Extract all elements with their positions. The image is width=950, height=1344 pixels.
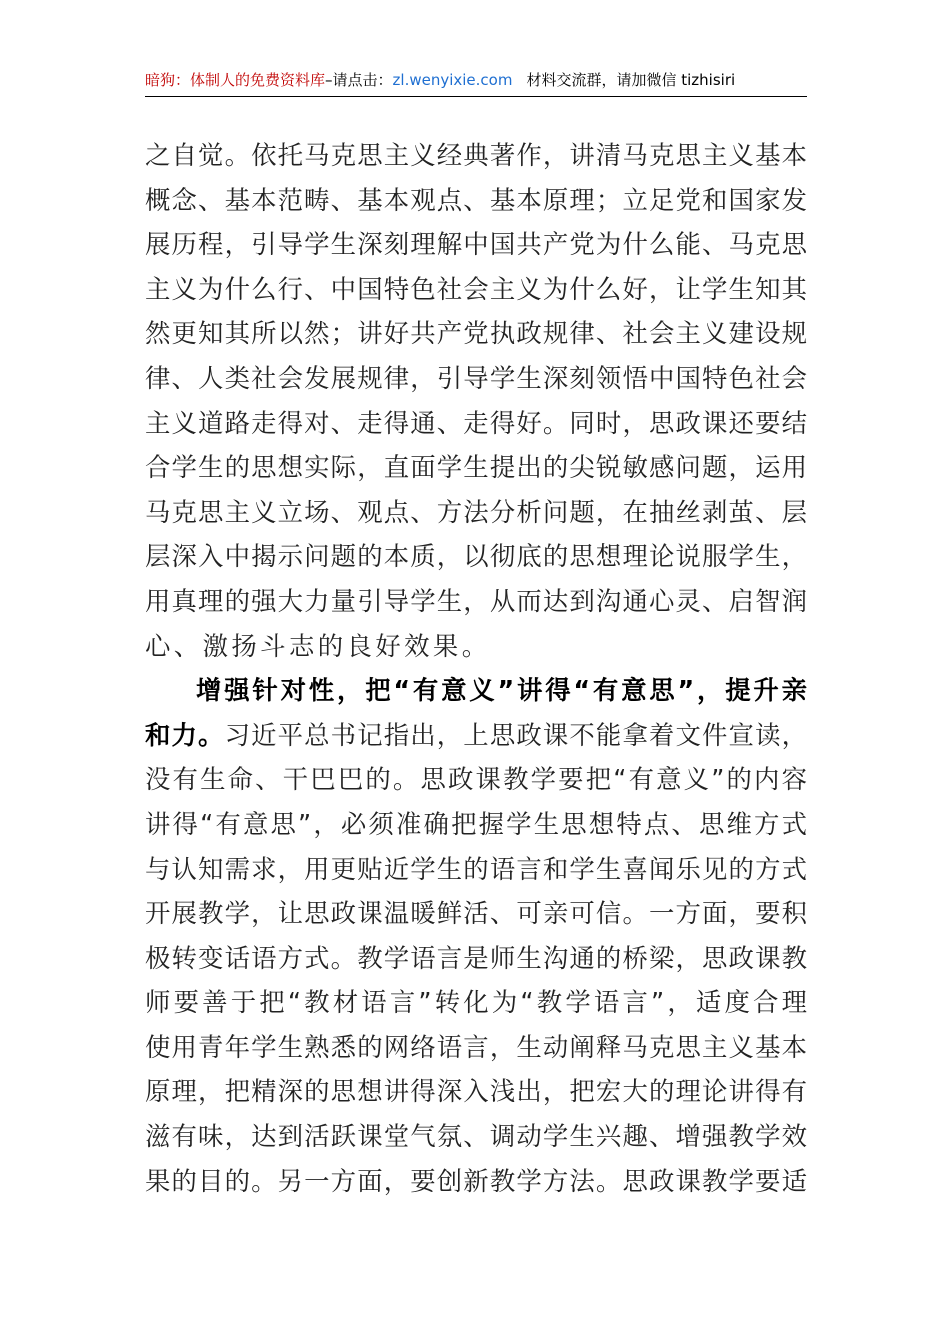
- text-line: 之自觉。依托马克思主义经典著作，讲清马克思主义基本: [145, 140, 807, 170]
- text-line: 合学生的思想实际，直面学生提出的尖锐敏感问题，运用: [145, 452, 807, 483]
- text-line: 马克思主义立场、观点、方法分析问题，在抽丝剥茧、层: [145, 496, 807, 527]
- text-line: 层深入中揭示问题的本质，以彻底的思想理论说服学生，: [145, 541, 807, 572]
- text-line: 滋有味，达到活跃课堂气氛、调动学生兴趣、增强教学效: [145, 1121, 807, 1152]
- text-line: 与认知需求，用更贴近学生的语言和学生喜闻乐见的方式: [145, 853, 807, 884]
- text-line: 开展教学，让思政课温暖鲜活、可亲可信。一方面，要积: [145, 898, 807, 929]
- text-line: 原理，把精深的思想讲得深入浅出，把宏大的理论讲得有: [145, 1076, 807, 1107]
- text-line: 讲得“有意思”，必须准确把握学生思想特点、思维方式: [145, 808, 807, 839]
- heading-continuation-line: [145, 713, 807, 758]
- text-line: 没有生命、干巴巴的。思政课教学要把“有意义”的内容: [145, 764, 807, 795]
- document-body: [145, 133, 807, 1203]
- text-line: 果的目的。另一方面，要创新教学方法。思政课教学要适: [145, 1165, 807, 1196]
- text-line: 然更知其所以然；讲好共产党执政规律、社会主义建设规: [145, 318, 807, 349]
- header-brand: 暗狗：体制人的免费资料库: [145, 71, 326, 89]
- text-line: 心、激扬斗志的良好效果。: [145, 630, 491, 661]
- header-url-link[interactable]: zl.wenyixie.com: [392, 71, 513, 89]
- text-line: 用真理的强大力量引导学生，从而达到沟通心灵、启智润: [145, 585, 807, 616]
- text-line: 概念、基本范畴、基本观点、基本原理；立足党和国家发: [145, 184, 807, 215]
- text-line: 主义为什么行、中国特色社会主义为什么好，让学生知其: [145, 273, 807, 304]
- text-line: 极转变话语方式。教学语言是师生沟通的桥梁，思政课教: [145, 942, 807, 973]
- page-header: [145, 64, 807, 97]
- text-line: 使用青年学生熟悉的网络语言，生动阐释马克思主义基本: [145, 1031, 807, 1062]
- text-line: 师要善于把“教材语言”转化为“教学语言”，适度合理: [145, 987, 807, 1018]
- text-line: 律、人类社会发展规律，引导学生深刻领悟中国特色社会: [145, 362, 807, 393]
- text-segment: 习近平总书记指出，上思政课不能拿着文件宣读，: [224, 719, 807, 750]
- section-heading: 增强针对性，把“有意义”讲得“有意思”，提升亲: [196, 675, 807, 706]
- section-heading-end: 和力。: [145, 719, 225, 750]
- header-prompt: –请点击：: [325, 71, 393, 89]
- header-contact: 材料交流群，请加微信 tizhisiri: [526, 71, 736, 89]
- text-line: 主义道路走得对、走得通、走得好。同时，思政课还要结: [145, 407, 807, 438]
- text-line: 展历程，引导学生深刻理解中国共产党为什么能、马克思: [145, 229, 807, 260]
